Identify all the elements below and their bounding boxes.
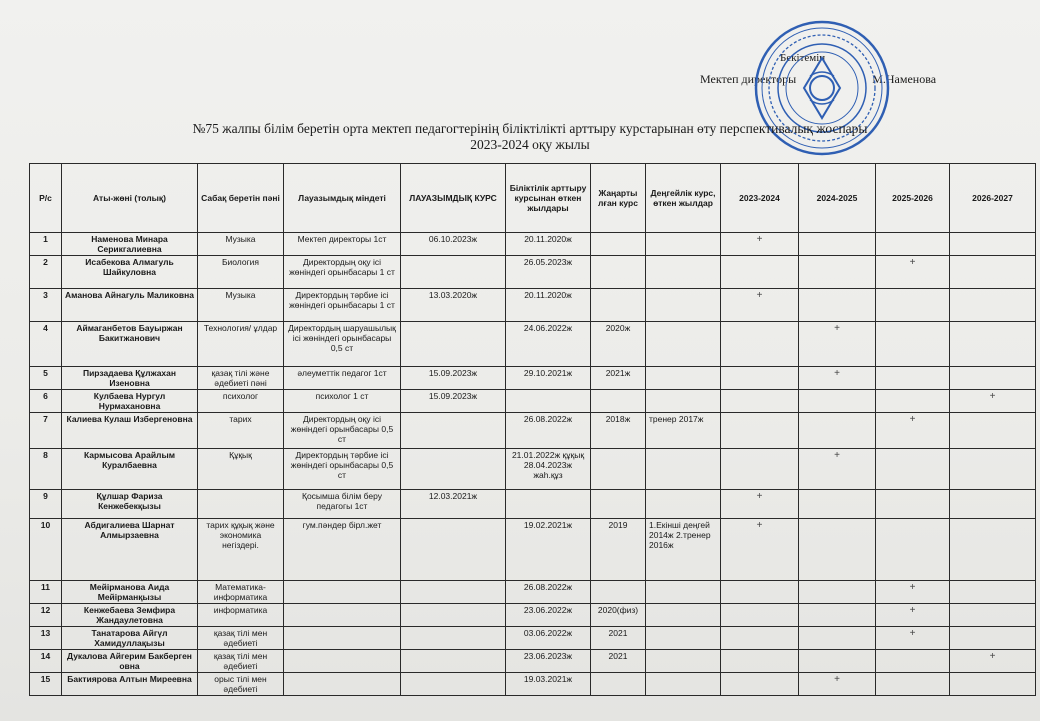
- cell-y1: [721, 650, 799, 673]
- table-header-row: [30, 164, 1036, 233]
- table-row: [30, 650, 1036, 673]
- cell-y3: +: [876, 581, 950, 604]
- cell-course: [401, 519, 506, 581]
- cell-qual: 21.01.2022ж құқық 28.04.2023ж жаһ.құз: [506, 449, 591, 490]
- cell-upd: 2020ж: [591, 322, 646, 367]
- cell-name: Исабекова Алмагуль Шайкуловна: [62, 256, 198, 289]
- cell-upd: [591, 390, 646, 413]
- cell-y3: [876, 367, 950, 390]
- cell-position: Директордың оқу ісі жөніндегі орынбасары 0,5 ст: [284, 413, 401, 449]
- cell-subject: информатика: [198, 604, 284, 627]
- cell-y4: [950, 673, 1036, 696]
- cell-name: Кулбаева Нургул Нурмахановна: [62, 390, 198, 413]
- cell-level: [646, 581, 721, 604]
- cell-qual: 23.06.2022ж: [506, 604, 591, 627]
- cell-y4: [950, 289, 1036, 322]
- cell-position: [284, 581, 401, 604]
- cell-y4: [950, 449, 1036, 490]
- cell-n: 6: [30, 390, 62, 413]
- cell-level: [646, 449, 721, 490]
- cell-n: 2: [30, 256, 62, 289]
- col-header: ЛАУАЗЫМДЫҚ КУРС: [401, 164, 506, 233]
- cell-level: [646, 256, 721, 289]
- table-row: [30, 519, 1036, 581]
- cell-y1: [721, 627, 799, 650]
- title-line-2: 2023-2024 оқу жылы: [470, 137, 590, 152]
- cell-n: 13: [30, 627, 62, 650]
- director-title: Мектеп директоры: [700, 72, 797, 86]
- table-row: [30, 581, 1036, 604]
- cell-name: Бактиярова Алтын Миреевна: [62, 673, 198, 696]
- cell-position: [284, 673, 401, 696]
- cell-name: Наменова Минара Серикгалиевна: [62, 233, 198, 256]
- cell-y1: [721, 390, 799, 413]
- cell-level: [646, 367, 721, 390]
- cell-name: Мейірманова Аида Мейірманқызы: [62, 581, 198, 604]
- cell-y1: [721, 367, 799, 390]
- cell-level: 1.Екінші деңгей 2014ж 2.тренер 2016ж: [646, 519, 721, 581]
- cell-course: 15.09.2023ж: [401, 390, 506, 413]
- cell-qual: 23.06.2023ж: [506, 650, 591, 673]
- cell-position: Директордың оқу ісі жөніндегі орынбасары 1 ст: [284, 256, 401, 289]
- cell-qual: [506, 390, 591, 413]
- col-header: Р/с: [30, 164, 62, 233]
- cell-y3: +: [876, 256, 950, 289]
- cell-position: Директордың шаруашылық ісі жөніндегі орынбасары 0,5 ст: [284, 322, 401, 367]
- cell-y3: +: [876, 604, 950, 627]
- cell-n: 14: [30, 650, 62, 673]
- cell-y1: [721, 256, 799, 289]
- cell-y1: [721, 449, 799, 490]
- cell-subject: [198, 490, 284, 519]
- cell-level: тренер 2017ж: [646, 413, 721, 449]
- cell-y2: [799, 627, 876, 650]
- cell-y3: [876, 289, 950, 322]
- cell-position: Директордың тәрбие ісі жөніндегі орынбасары 1 ст: [284, 289, 401, 322]
- cell-subject: психолог: [198, 390, 284, 413]
- table-row: [30, 627, 1036, 650]
- cell-y1: +: [721, 233, 799, 256]
- cell-y1: [721, 604, 799, 627]
- cell-qual: 19.02.2021ж: [506, 519, 591, 581]
- cell-n: 7: [30, 413, 62, 449]
- cell-level: [646, 390, 721, 413]
- col-header: 2025-2026: [876, 164, 950, 233]
- cell-y2: [799, 390, 876, 413]
- cell-y2: [799, 289, 876, 322]
- cell-subject: Музыка: [198, 289, 284, 322]
- col-header: Біліктілік арттыру курсынан өткен жылдары: [506, 164, 591, 233]
- cell-y1: +: [721, 289, 799, 322]
- cell-position: Мектеп директоры 1ст: [284, 233, 401, 256]
- table-row: [30, 289, 1036, 322]
- cell-upd: [591, 256, 646, 289]
- cell-y1: [721, 673, 799, 696]
- cell-upd: [591, 673, 646, 696]
- col-header: Деңгейлік курс, өткен жылдар: [646, 164, 721, 233]
- cell-upd: 2021ж: [591, 367, 646, 390]
- cell-y2: +: [799, 673, 876, 696]
- col-header: Аты-жөні (толық): [62, 164, 198, 233]
- cell-position: [284, 604, 401, 627]
- document-title: [150, 121, 910, 153]
- cell-y2: [799, 413, 876, 449]
- cell-upd: 2020(физ): [591, 604, 646, 627]
- table-row: [30, 233, 1036, 256]
- cell-y3: [876, 322, 950, 367]
- table-row: [30, 367, 1036, 390]
- cell-y2: +: [799, 322, 876, 367]
- cell-y2: +: [799, 367, 876, 390]
- cell-qual: 24.06.2022ж: [506, 322, 591, 367]
- cell-qual: [506, 490, 591, 519]
- cell-name: Пирзадаева Құлжахан Изеновна: [62, 367, 198, 390]
- cell-qual: 26.08.2022ж: [506, 581, 591, 604]
- col-header: Сабақ беретін пәні: [198, 164, 284, 233]
- cell-y2: [799, 604, 876, 627]
- cell-y1: +: [721, 490, 799, 519]
- cell-n: 4: [30, 322, 62, 367]
- cell-course: [401, 449, 506, 490]
- cell-name: Аймаганбетов Бауыржан Бакитжанович: [62, 322, 198, 367]
- cell-name: Дукалова Айгерим Бакберген овна: [62, 650, 198, 673]
- cell-position: [284, 627, 401, 650]
- cell-subject: Музыка: [198, 233, 284, 256]
- cell-y3: [876, 233, 950, 256]
- approval-label: Бекітемін: [780, 52, 826, 64]
- cell-course: 06.10.2023ж: [401, 233, 506, 256]
- table-row: [30, 390, 1036, 413]
- table-row: [30, 673, 1036, 696]
- cell-level: [646, 289, 721, 322]
- cell-qual: 03.06.2022ж: [506, 627, 591, 650]
- cell-name: Аманова Айнагуль Маликовна: [62, 289, 198, 322]
- table-row: [30, 322, 1036, 367]
- table-row: [30, 449, 1036, 490]
- cell-subject: қазақ тілі мен әдебиеті: [198, 650, 284, 673]
- cell-course: [401, 256, 506, 289]
- cell-upd: [591, 233, 646, 256]
- cell-y3: [876, 650, 950, 673]
- cell-name: Калиева Кулаш Избергеновна: [62, 413, 198, 449]
- cell-level: [646, 673, 721, 696]
- director-name: М.Наменова: [872, 72, 937, 86]
- cell-n: 15: [30, 673, 62, 696]
- training-plan-table: [29, 163, 1036, 696]
- cell-subject: Технология/ ұлдар: [198, 322, 284, 367]
- cell-subject: қазақ тілі мен әдебиеті: [198, 627, 284, 650]
- cell-position: әлеуметтік педагог 1ст: [284, 367, 401, 390]
- col-header: 2026-2027: [950, 164, 1036, 233]
- cell-y1: [721, 322, 799, 367]
- cell-qual: 26.05.2023ж: [506, 256, 591, 289]
- cell-position: гум.пәндер бірл.жет: [284, 519, 401, 581]
- cell-name: Құлшар Фариза Кенжебекқызы: [62, 490, 198, 519]
- cell-upd: [591, 289, 646, 322]
- cell-subject: қазақ тілі және әдебиеті пәні: [198, 367, 284, 390]
- cell-y4: [950, 413, 1036, 449]
- cell-y2: [799, 490, 876, 519]
- cell-n: 8: [30, 449, 62, 490]
- cell-upd: 2021: [591, 650, 646, 673]
- cell-y3: +: [876, 413, 950, 449]
- cell-level: [646, 322, 721, 367]
- cell-y4: +: [950, 390, 1036, 413]
- cell-y2: [799, 519, 876, 581]
- cell-y4: [950, 519, 1036, 581]
- cell-qual: 20.11.2020ж: [506, 289, 591, 322]
- cell-n: 12: [30, 604, 62, 627]
- col-header: Жаңарты лған курс: [591, 164, 646, 233]
- cell-upd: 2018ж: [591, 413, 646, 449]
- col-header: 2023-2024: [721, 164, 799, 233]
- cell-course: 13.03.2020ж: [401, 289, 506, 322]
- cell-y4: [950, 604, 1036, 627]
- cell-name: Абдигалиева Шарнат Алмырзаевна: [62, 519, 198, 581]
- cell-upd: [591, 449, 646, 490]
- cell-y4: +: [950, 650, 1036, 673]
- cell-level: [646, 627, 721, 650]
- cell-subject: Құқық: [198, 449, 284, 490]
- cell-qual: 20.11.2020ж: [506, 233, 591, 256]
- cell-y2: [799, 581, 876, 604]
- cell-n: 1: [30, 233, 62, 256]
- table-row: [30, 490, 1036, 519]
- cell-y3: [876, 449, 950, 490]
- cell-y4: [950, 490, 1036, 519]
- cell-course: [401, 604, 506, 627]
- cell-level: [646, 233, 721, 256]
- cell-level: [646, 604, 721, 627]
- col-header: 2024-2025: [799, 164, 876, 233]
- cell-y3: [876, 673, 950, 696]
- cell-position: Қосымша білім беру педагогы 1ст: [284, 490, 401, 519]
- cell-n: 11: [30, 581, 62, 604]
- cell-y1: [721, 413, 799, 449]
- cell-subject: Биология: [198, 256, 284, 289]
- cell-course: [401, 322, 506, 367]
- cell-y3: [876, 490, 950, 519]
- cell-y3: [876, 519, 950, 581]
- cell-course: [401, 413, 506, 449]
- cell-course: [401, 581, 506, 604]
- cell-position: Директордың тәрбие ісі жөніндегі орынбасары 0,5 ст: [284, 449, 401, 490]
- cell-position: [284, 650, 401, 673]
- cell-n: 10: [30, 519, 62, 581]
- cell-position: психолог 1 ст: [284, 390, 401, 413]
- table-row: [30, 604, 1036, 627]
- cell-y2: [799, 650, 876, 673]
- cell-course: [401, 673, 506, 696]
- cell-subject: Математика-информатика: [198, 581, 284, 604]
- cell-qual: 29.10.2021ж: [506, 367, 591, 390]
- cell-upd: 2019: [591, 519, 646, 581]
- cell-course: [401, 627, 506, 650]
- cell-course: 15.09.2023ж: [401, 367, 506, 390]
- table-row: [30, 413, 1036, 449]
- cell-upd: 2021: [591, 627, 646, 650]
- cell-level: [646, 650, 721, 673]
- cell-course: [401, 650, 506, 673]
- cell-y2: +: [799, 449, 876, 490]
- cell-level: [646, 490, 721, 519]
- col-header: Лауазымдық міндеті: [284, 164, 401, 233]
- cell-y4: [950, 581, 1036, 604]
- cell-y4: [950, 322, 1036, 367]
- cell-y4: [950, 233, 1036, 256]
- cell-subject: орыс тілі мен әдебиеті: [198, 673, 284, 696]
- cell-y2: [799, 256, 876, 289]
- cell-y4: [950, 627, 1036, 650]
- cell-name: Кармысова Арайлым Куралбаевна: [62, 449, 198, 490]
- cell-y4: [950, 367, 1036, 390]
- cell-qual: 26.08.2022ж: [506, 413, 591, 449]
- cell-y4: [950, 256, 1036, 289]
- cell-name: Танатарова Айгүл Хамидуллақызы: [62, 627, 198, 650]
- cell-subject: тарих құқық және экономика негіздері.: [198, 519, 284, 581]
- cell-y1: +: [721, 519, 799, 581]
- cell-n: 5: [30, 367, 62, 390]
- table-row: [30, 256, 1036, 289]
- cell-y1: [721, 581, 799, 604]
- cell-y2: [799, 233, 876, 256]
- cell-course: 12.03.2021ж: [401, 490, 506, 519]
- title-line-1: №75 жалпы білім беретін орта мектеп педагогтерінің біліктілікті арттыру курстарынан өту перспективалық жоспары: [192, 121, 868, 136]
- cell-name: Кенжебаева Земфира Жандаулетовна: [62, 604, 198, 627]
- cell-subject: тарих: [198, 413, 284, 449]
- cell-upd: [591, 581, 646, 604]
- cell-y3: [876, 390, 950, 413]
- cell-n: 9: [30, 490, 62, 519]
- cell-upd: [591, 490, 646, 519]
- cell-qual: 19.03.2021ж: [506, 673, 591, 696]
- cell-n: 3: [30, 289, 62, 322]
- cell-y3: +: [876, 627, 950, 650]
